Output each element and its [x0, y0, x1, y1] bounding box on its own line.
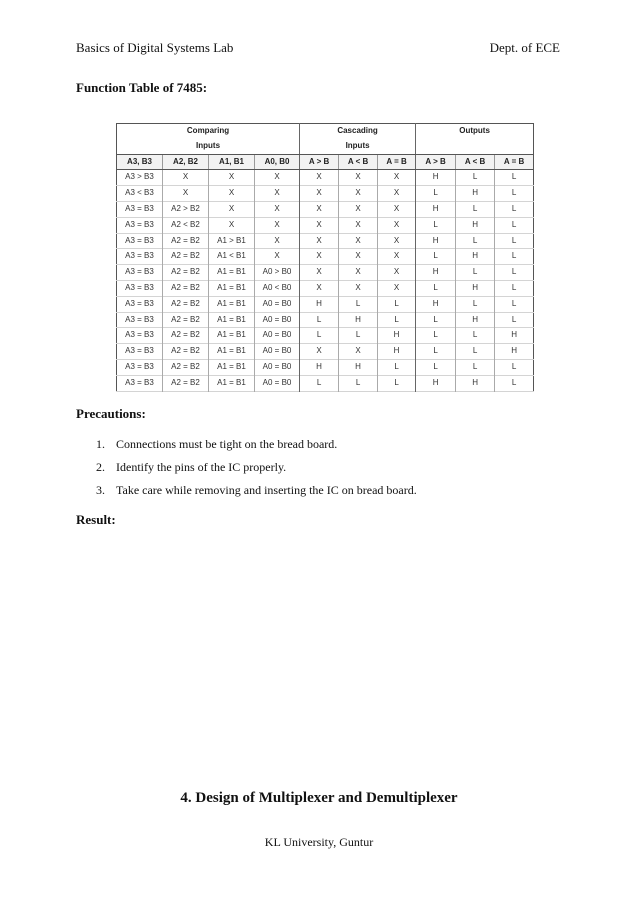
- group-header-comparing: Comparing: [117, 124, 300, 139]
- precaution-text: Take care while removing and inserting the IC on bread board.: [116, 483, 417, 497]
- table-row: [117, 328, 534, 344]
- table-cell: A1 = B1: [209, 312, 255, 328]
- column-header: A < B: [456, 154, 495, 170]
- table-cell: L: [511, 188, 517, 198]
- table-cell: L: [511, 282, 517, 292]
- next-section-title: 4. Design of Multiplexer and Demultiplexer: [180, 790, 458, 806]
- table-cell: L: [300, 328, 339, 344]
- table-cell: L: [416, 186, 456, 202]
- table-cell: L: [511, 251, 517, 261]
- table-cell: X: [300, 249, 339, 265]
- table-cell: A1 = B1: [209, 280, 255, 296]
- function-table-title: Function Table of 7485:: [76, 80, 208, 95]
- table-cell: A3 = B3: [117, 312, 163, 328]
- table-cell: L: [339, 328, 378, 344]
- table-cell: X: [163, 186, 209, 202]
- table-cell: A2 = B2: [163, 249, 209, 265]
- table-cell: X: [209, 217, 255, 233]
- table-row: [117, 344, 534, 360]
- column-header: A = B: [378, 154, 416, 170]
- table-row: [117, 375, 534, 391]
- column-header: A2, B2: [163, 154, 209, 170]
- precaution-number: 1.: [96, 437, 105, 451]
- table-cell: X: [339, 265, 378, 281]
- result-title: Result:: [76, 512, 116, 527]
- table-cell: L: [456, 328, 495, 344]
- table-cell: X: [300, 280, 339, 296]
- header-department: Dept. of ECE: [489, 40, 560, 55]
- table-cell: L: [416, 249, 456, 265]
- table-cell: X: [378, 201, 416, 217]
- table-row: [117, 217, 534, 233]
- table-row: [117, 201, 534, 217]
- precaution-text: Connections must be tight on the bread board.: [116, 437, 338, 451]
- table-cell: L: [511, 172, 517, 182]
- table-cell: A3 = B3: [117, 280, 163, 296]
- table-cell: L: [511, 219, 517, 229]
- group-header-outputs: Outputs: [416, 124, 534, 155]
- table-cell: L: [456, 296, 495, 312]
- table-cell: A3 > B3: [117, 170, 163, 186]
- table-cell: L: [456, 344, 495, 360]
- table-cell: A2 = B2: [163, 280, 209, 296]
- table-cell: H: [456, 249, 495, 265]
- precautions-title: Precautions:: [76, 406, 146, 421]
- table-cell: X: [255, 249, 300, 265]
- table-cell: A2 > B2: [163, 201, 209, 217]
- table-cell: A0 = B0: [255, 344, 300, 360]
- table-cell: L: [456, 359, 495, 375]
- table-cell: X: [339, 186, 378, 202]
- precaution-item: [96, 436, 417, 459]
- table-cell: A0 = B0: [255, 375, 300, 391]
- table-cell: X: [339, 344, 378, 360]
- column-header: A < B: [339, 154, 378, 170]
- table-cell: X: [339, 233, 378, 249]
- table-cell: A2 = B2: [163, 375, 209, 391]
- column-header: A = B: [495, 154, 534, 170]
- group-subheader-comparing-inputs: Inputs: [117, 139, 300, 154]
- table-cell: H: [300, 296, 339, 312]
- table-cell: A2 = B2: [163, 296, 209, 312]
- table-cell: L: [416, 280, 456, 296]
- precaution-number: 3.: [96, 483, 105, 497]
- table-cell: H: [456, 186, 495, 202]
- table-cell: A1 > B1: [209, 233, 255, 249]
- table-cell: X: [378, 217, 416, 233]
- table-cell: A3 = B3: [117, 201, 163, 217]
- function-table-container: [116, 123, 533, 392]
- table-cell: X: [209, 201, 255, 217]
- table-cell: X: [378, 170, 416, 186]
- table-cell: L: [456, 170, 495, 186]
- table-cell: A2 = B2: [163, 233, 209, 249]
- table-row: [117, 170, 534, 186]
- table-cell: A1 < B1: [209, 249, 255, 265]
- table-cell: L: [339, 375, 378, 391]
- table-cell: A2 = B2: [163, 312, 209, 328]
- table-cell: A3 = B3: [117, 375, 163, 391]
- column-header: A > B: [300, 154, 339, 170]
- table-cell: H: [416, 375, 456, 391]
- table-cell: L: [416, 328, 456, 344]
- table-cell: A0 = B0: [255, 328, 300, 344]
- table-cell: A2 = B2: [163, 265, 209, 281]
- table-cell: L: [416, 344, 456, 360]
- table-cell: X: [339, 170, 378, 186]
- table-cell: L: [378, 375, 416, 391]
- table-row: [117, 249, 534, 265]
- table-row: [117, 186, 534, 202]
- table-cell: A0 = B0: [255, 312, 300, 328]
- table-cell: H: [339, 359, 378, 375]
- table-cell: H: [456, 217, 495, 233]
- table-cell: A0 < B0: [255, 280, 300, 296]
- table-cell: L: [378, 312, 416, 328]
- table-row: [117, 280, 534, 296]
- table-cell: L: [511, 361, 517, 371]
- table-cell: A1 = B1: [209, 296, 255, 312]
- table-cell: A0 = B0: [255, 296, 300, 312]
- table-cell: A2 = B2: [163, 359, 209, 375]
- table-cell: A2 < B2: [163, 217, 209, 233]
- table-cell: A3 = B3: [117, 233, 163, 249]
- table-cell: H: [456, 280, 495, 296]
- footer-university: KL University, Guntur: [264, 835, 374, 849]
- table-cell: L: [511, 203, 517, 213]
- table-cell: L: [456, 265, 495, 281]
- table-cell: X: [209, 186, 255, 202]
- group-header-cascading: Cascading: [300, 124, 416, 139]
- table-cell: H: [416, 265, 456, 281]
- table-cell: H: [511, 330, 517, 340]
- table-cell: A2 = B2: [163, 344, 209, 360]
- table-cell: H: [416, 170, 456, 186]
- table-cell: A0 = B0: [255, 359, 300, 375]
- table-cell: A3 = B3: [117, 265, 163, 281]
- table-cell: L: [416, 359, 456, 375]
- table-cell: A3 = B3: [117, 296, 163, 312]
- table-cell: X: [255, 233, 300, 249]
- table-cell: L: [511, 377, 517, 387]
- table-row: [117, 296, 534, 312]
- table-cell: X: [163, 170, 209, 186]
- table-cell: A3 = B3: [117, 217, 163, 233]
- precautions-list: [96, 436, 417, 505]
- table-cell: A1 = B1: [209, 328, 255, 344]
- table-cell: A0 > B0: [255, 265, 300, 281]
- column-header-row: [117, 154, 534, 170]
- table-cell: X: [300, 186, 339, 202]
- table-cell: L: [456, 201, 495, 217]
- precaution-item: [96, 459, 417, 482]
- column-header: A > B: [416, 154, 456, 170]
- table-cell: H: [416, 201, 456, 217]
- table-cell: X: [378, 186, 416, 202]
- table-cell: X: [339, 249, 378, 265]
- table-cell: H: [300, 359, 339, 375]
- table-cell: L: [416, 312, 456, 328]
- table-cell: A3 = B3: [117, 249, 163, 265]
- table-cell: X: [300, 265, 339, 281]
- table-cell: X: [378, 280, 416, 296]
- table-cell: L: [300, 375, 339, 391]
- table-cell: A1 = B1: [209, 375, 255, 391]
- table-cell: H: [339, 312, 378, 328]
- table-cell: A3 = B3: [117, 359, 163, 375]
- table-cell: H: [416, 296, 456, 312]
- function-table: [116, 123, 534, 392]
- table-cell: A3 = B3: [117, 328, 163, 344]
- table-cell: X: [300, 233, 339, 249]
- column-header: A3, B3: [117, 154, 163, 170]
- table-row: [117, 359, 534, 375]
- table-cell: X: [378, 249, 416, 265]
- table-cell: X: [300, 344, 339, 360]
- table-cell: H: [456, 312, 495, 328]
- table-cell: L: [339, 296, 378, 312]
- table-cell: L: [300, 312, 339, 328]
- table-cell: X: [255, 186, 300, 202]
- table-cell: A1 = B1: [209, 359, 255, 375]
- table-row: [117, 265, 534, 281]
- table-row: [117, 233, 534, 249]
- table-cell: X: [339, 201, 378, 217]
- table-cell: X: [300, 170, 339, 186]
- table-cell: X: [378, 265, 416, 281]
- table-cell: L: [511, 298, 517, 308]
- table-cell: X: [255, 217, 300, 233]
- table-cell: X: [255, 170, 300, 186]
- table-cell: L: [378, 296, 416, 312]
- precaution-text: Identify the pins of the IC properly.: [116, 460, 287, 474]
- table-cell: H: [511, 346, 517, 356]
- column-header: A0, B0: [255, 154, 300, 170]
- header-lab-name: Basics of Digital Systems Lab: [76, 40, 234, 55]
- table-cell: H: [416, 233, 456, 249]
- table-cell: X: [339, 217, 378, 233]
- table-cell: H: [378, 344, 416, 360]
- function-table-body: [117, 170, 534, 391]
- table-cell: L: [378, 359, 416, 375]
- table-cell: L: [456, 233, 495, 249]
- table-cell: A3 < B3: [117, 186, 163, 202]
- precaution-item: [96, 482, 417, 505]
- table-cell: L: [416, 217, 456, 233]
- table-cell: A1 = B1: [209, 344, 255, 360]
- table-cell: L: [511, 314, 517, 324]
- table-cell: H: [378, 328, 416, 344]
- table-cell: X: [339, 280, 378, 296]
- table-cell: A3 = B3: [117, 344, 163, 360]
- precaution-number: 2.: [96, 460, 105, 474]
- table-cell: X: [300, 217, 339, 233]
- table-cell: X: [300, 201, 339, 217]
- table-row: [117, 312, 534, 328]
- table-cell: H: [456, 375, 495, 391]
- table-cell: X: [378, 233, 416, 249]
- column-header: A1, B1: [209, 154, 255, 170]
- table-cell: A2 = B2: [163, 328, 209, 344]
- group-subheader-cascading-inputs: Inputs: [300, 139, 416, 154]
- table-cell: A1 = B1: [209, 265, 255, 281]
- table-cell: X: [255, 201, 300, 217]
- table-cell: L: [511, 267, 517, 277]
- table-cell: L: [511, 235, 517, 245]
- table-cell: X: [209, 170, 255, 186]
